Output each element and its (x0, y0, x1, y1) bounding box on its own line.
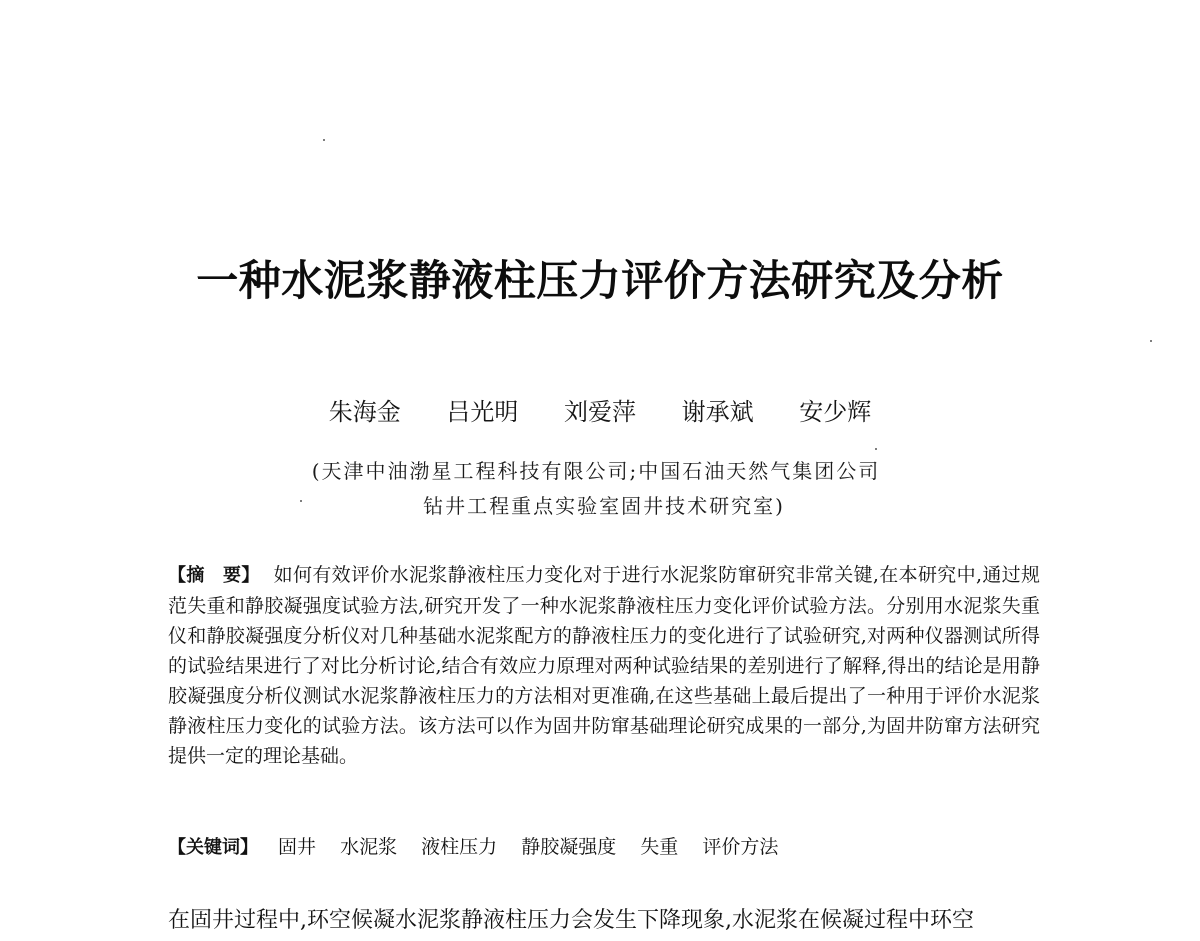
body-paragraph: 在固井过程中,环空候凝水泥浆静液柱压力会发生下降现象,水泥浆在候凝过程中环空 (168, 908, 974, 933)
keyword: 液柱压力 (421, 836, 498, 858)
keywords-section (168, 832, 1040, 863)
scan-speck (323, 139, 325, 141)
paper-title: 一种水泥浆静液柱压力评价方法研究及分析 (196, 256, 1004, 305)
keyword: 水泥浆 (340, 836, 398, 858)
author-name: 朱海金 (328, 398, 401, 426)
author-name: 谢承斌 (681, 398, 754, 426)
author-name: 刘爱萍 (564, 398, 636, 426)
abstract-text: 如何有效评价水泥浆静液柱压力变化对于进行水泥浆防窜研究非常关键,在本研究中,通过规范失重和静胶凝强度试验方法,研究开发了一种水泥浆静液柱压力变化评价试验方法。分别用水泥浆失重仪和静胶凝强度分析仪对几种基础水泥浆配方的静液柱压力的变化进行了试验研究,对两种仪器测试所得的试验结果进行了对比分析讨论,结合有效应力原理对两种试验结果的差别进行了解释,得出的结论是用静胶凝强度分析仪测试水泥浆静液柱压力的方法相对更准确,在这些基础上最后提出了一种用于评价水泥浆静液柱压力变化的试验方法。该方法可以作为固井防窜基础理论研究成果的一部分,为固井防窜方法研究提供一定的理论基础。 (168, 564, 1040, 767)
keywords-label: 【关键词】 (168, 837, 258, 858)
affiliation-line-2: 钻井工程重点实验室固井技术研究室) (423, 494, 785, 518)
author-list (0, 392, 1200, 427)
abstract-label: 【摘 要】 (168, 565, 260, 586)
affiliation-line-1: (天津中油渤星工程科技有限公司;中国石油天然气集团公司 (311, 459, 881, 483)
author-name: 吕光明 (446, 398, 519, 426)
keyword: 失重 (640, 836, 679, 858)
keyword: 静胶凝强度 (521, 836, 617, 858)
scan-speck (1150, 340, 1152, 342)
keyword: 评价方法 (702, 836, 779, 858)
author-name: 安少辉 (799, 398, 872, 426)
scan-speck (300, 500, 302, 502)
abstract-section (168, 560, 1040, 771)
keyword: 固井 (278, 836, 317, 858)
scan-speck (875, 448, 877, 450)
